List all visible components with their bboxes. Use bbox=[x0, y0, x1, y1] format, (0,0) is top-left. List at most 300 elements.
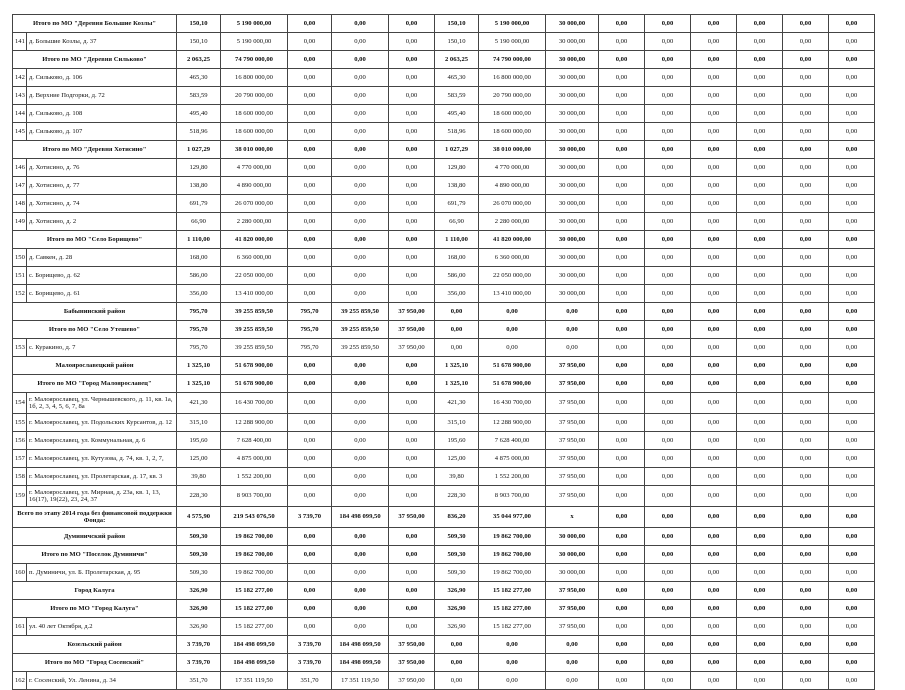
value-cell: 0,00 bbox=[691, 69, 737, 87]
value-cell: 18 600 000,00 bbox=[479, 123, 546, 141]
row-number-cell: 144 bbox=[13, 105, 27, 123]
table-row bbox=[13, 33, 875, 51]
value-cell: 0,00 bbox=[691, 564, 737, 582]
value-cell: 0,00 bbox=[288, 249, 332, 267]
value-cell: 1 325,10 bbox=[435, 375, 479, 393]
value-cell: 0,00 bbox=[389, 414, 435, 432]
value-cell: 0,00 bbox=[737, 564, 783, 582]
value-cell: 0,00 bbox=[829, 267, 875, 285]
value-cell: 15 182 277,00 bbox=[479, 600, 546, 618]
value-cell: 509,30 bbox=[177, 546, 221, 564]
value-cell: 150,10 bbox=[435, 33, 479, 51]
value-cell: 0,00 bbox=[332, 393, 389, 414]
value-cell: 0,00 bbox=[389, 357, 435, 375]
value-cell: 16 800 000,00 bbox=[221, 69, 288, 87]
value-cell: 13 410 000,00 bbox=[479, 285, 546, 303]
value-cell: 351,70 bbox=[288, 672, 332, 690]
value-cell: 0,00 bbox=[389, 33, 435, 51]
value-cell: 0,00 bbox=[737, 195, 783, 213]
value-cell: 150,10 bbox=[435, 15, 479, 33]
value-cell: 37 950,00 bbox=[546, 375, 599, 393]
value-cell: 37 950,00 bbox=[546, 450, 599, 468]
value-cell: 0,00 bbox=[288, 393, 332, 414]
value-cell: 0,00 bbox=[691, 267, 737, 285]
value-cell: 4 890 000,00 bbox=[221, 177, 288, 195]
value-cell: 0,00 bbox=[783, 564, 829, 582]
value-cell: 37 950,00 bbox=[389, 339, 435, 357]
address-cell: д. Хотисино, д. 2 bbox=[27, 213, 177, 231]
value-cell: 0,00 bbox=[435, 339, 479, 357]
value-cell: 0,00 bbox=[691, 672, 737, 690]
value-cell: 0,00 bbox=[389, 393, 435, 414]
value-cell: 19 862 700,00 bbox=[479, 546, 546, 564]
value-cell: 0,00 bbox=[332, 357, 389, 375]
address-cell: г. Малоярославец, ул. Пролетарская, д. 17, кв. 3 bbox=[27, 468, 177, 486]
value-cell: 30 000,00 bbox=[546, 195, 599, 213]
value-cell: 0,00 bbox=[288, 51, 332, 69]
value-cell: 0,00 bbox=[332, 69, 389, 87]
value-cell: 0,00 bbox=[389, 87, 435, 105]
value-cell: 0,00 bbox=[332, 51, 389, 69]
value-cell: 168,00 bbox=[435, 249, 479, 267]
value-cell: 0,00 bbox=[645, 249, 691, 267]
row-number-cell: 159 bbox=[13, 486, 27, 507]
value-cell: 0,00 bbox=[332, 159, 389, 177]
value-cell: 0,00 bbox=[829, 582, 875, 600]
value-cell: 0,00 bbox=[737, 51, 783, 69]
value-cell: 0,00 bbox=[737, 321, 783, 339]
value-cell: 0,00 bbox=[288, 177, 332, 195]
value-cell: 0,00 bbox=[479, 339, 546, 357]
value-cell: 0,00 bbox=[829, 69, 875, 87]
value-cell: 0,00 bbox=[599, 159, 645, 177]
value-cell: 795,70 bbox=[177, 339, 221, 357]
value-cell: 0,00 bbox=[645, 414, 691, 432]
value-cell: 0,00 bbox=[829, 159, 875, 177]
value-cell: 0,00 bbox=[829, 618, 875, 636]
value-cell: 0,00 bbox=[332, 375, 389, 393]
value-cell: 0,00 bbox=[783, 105, 829, 123]
value-cell: 0,00 bbox=[783, 672, 829, 690]
value-cell: 3 739,70 bbox=[288, 507, 332, 528]
value-cell: 0,00 bbox=[645, 69, 691, 87]
value-cell: 0,00 bbox=[645, 285, 691, 303]
value-cell: 0,00 bbox=[829, 357, 875, 375]
value-cell: 37 950,00 bbox=[546, 357, 599, 375]
value-cell: 0,00 bbox=[599, 123, 645, 141]
value-cell: 0,00 bbox=[691, 105, 737, 123]
value-cell: 0,00 bbox=[783, 432, 829, 450]
subtotal-row bbox=[13, 51, 875, 69]
value-cell: 184 498 099,50 bbox=[332, 507, 389, 528]
value-cell: 326,90 bbox=[177, 600, 221, 618]
value-cell: 7 628 400,00 bbox=[479, 432, 546, 450]
value-cell: 0,00 bbox=[737, 15, 783, 33]
value-cell: 0,00 bbox=[691, 249, 737, 267]
value-cell: 0,00 bbox=[288, 141, 332, 159]
value-cell: 0,00 bbox=[435, 672, 479, 690]
subtotal-row bbox=[13, 654, 875, 672]
value-cell: 0,00 bbox=[645, 375, 691, 393]
value-cell: 2 280 000,00 bbox=[479, 213, 546, 231]
subtotal-row bbox=[13, 546, 875, 564]
value-cell: 356,00 bbox=[177, 285, 221, 303]
value-cell: 13 410 000,00 bbox=[221, 285, 288, 303]
value-cell: 30 000,00 bbox=[546, 159, 599, 177]
group-name-cell: Малоярославецкий район bbox=[13, 357, 177, 375]
value-cell: 16 430 700,00 bbox=[221, 393, 288, 414]
subtotal-row bbox=[13, 15, 875, 33]
value-cell: 0,00 bbox=[288, 486, 332, 507]
value-cell: 0,00 bbox=[389, 546, 435, 564]
table-row bbox=[13, 105, 875, 123]
value-cell: 41 820 000,00 bbox=[479, 231, 546, 249]
value-cell: 0,00 bbox=[783, 375, 829, 393]
value-cell: 586,00 bbox=[177, 267, 221, 285]
value-cell: 228,30 bbox=[435, 486, 479, 507]
value-cell: 0,00 bbox=[389, 600, 435, 618]
value-cell: 0,00 bbox=[288, 231, 332, 249]
value-cell: 0,00 bbox=[645, 159, 691, 177]
value-cell: 691,79 bbox=[435, 195, 479, 213]
value-cell: 37 950,00 bbox=[389, 654, 435, 672]
value-cell: 0,00 bbox=[645, 231, 691, 249]
value-cell: 0,00 bbox=[737, 414, 783, 432]
value-cell: 0,00 bbox=[288, 195, 332, 213]
row-number-cell: 152 bbox=[13, 285, 27, 303]
value-cell: 0,00 bbox=[599, 303, 645, 321]
address-cell: д. Сильково, д. 107 bbox=[27, 123, 177, 141]
value-cell: 39 255 859,50 bbox=[221, 321, 288, 339]
address-cell: г. Малоярославец, ул. Мирная, д. 23а, кв. 1, 13, 16(17), 19(22), 23, 24, 37 bbox=[27, 486, 177, 507]
value-cell: 5 190 000,00 bbox=[479, 15, 546, 33]
value-cell: 0,00 bbox=[599, 69, 645, 87]
value-cell: 0,00 bbox=[645, 51, 691, 69]
address-cell: д. Хотисино, д. 76 bbox=[27, 159, 177, 177]
value-cell: 51 678 900,00 bbox=[479, 375, 546, 393]
value-cell: 0,00 bbox=[389, 564, 435, 582]
table-row bbox=[13, 393, 875, 414]
value-cell: 0,00 bbox=[599, 231, 645, 249]
value-cell: 0,00 bbox=[829, 672, 875, 690]
value-cell: 0,00 bbox=[783, 618, 829, 636]
value-cell: 0,00 bbox=[645, 393, 691, 414]
value-cell: 0,00 bbox=[691, 432, 737, 450]
group-name-cell: Всего по этапу 2014 года без финансовой поддержки Фонда: bbox=[13, 507, 177, 528]
value-cell: 0,00 bbox=[691, 339, 737, 357]
value-cell: 0,00 bbox=[288, 375, 332, 393]
value-cell: 0,00 bbox=[645, 339, 691, 357]
value-cell: 3 739,70 bbox=[177, 654, 221, 672]
value-cell: 0,00 bbox=[783, 414, 829, 432]
address-cell: д. Савкен, д. 28 bbox=[27, 249, 177, 267]
value-cell: 0,00 bbox=[645, 507, 691, 528]
value-cell: 0,00 bbox=[829, 636, 875, 654]
value-cell: 0,00 bbox=[288, 432, 332, 450]
value-cell: 0,00 bbox=[546, 321, 599, 339]
value-cell: 0,00 bbox=[691, 15, 737, 33]
value-cell: 0,00 bbox=[599, 339, 645, 357]
value-cell: 0,00 bbox=[599, 267, 645, 285]
value-cell: 4 890 000,00 bbox=[479, 177, 546, 195]
value-cell: 0,00 bbox=[435, 636, 479, 654]
value-cell: x bbox=[546, 507, 599, 528]
value-cell: 0,00 bbox=[389, 105, 435, 123]
row-number-cell: 160 bbox=[13, 564, 27, 582]
value-cell: 0,00 bbox=[737, 105, 783, 123]
value-cell: 0,00 bbox=[599, 375, 645, 393]
value-cell: 0,00 bbox=[691, 486, 737, 507]
value-cell: 0,00 bbox=[737, 141, 783, 159]
table-row bbox=[13, 486, 875, 507]
value-cell: 495,40 bbox=[435, 105, 479, 123]
value-cell: 0,00 bbox=[783, 546, 829, 564]
value-cell: 30 000,00 bbox=[546, 33, 599, 51]
value-cell: 509,30 bbox=[177, 528, 221, 546]
table-row bbox=[13, 267, 875, 285]
value-cell: 26 070 000,00 bbox=[479, 195, 546, 213]
value-cell: 1 110,00 bbox=[177, 231, 221, 249]
value-cell: 0,00 bbox=[783, 33, 829, 51]
value-cell: 0,00 bbox=[389, 15, 435, 33]
value-cell: 0,00 bbox=[288, 69, 332, 87]
value-cell: 0,00 bbox=[599, 51, 645, 69]
value-cell: 0,00 bbox=[783, 231, 829, 249]
row-number-cell: 155 bbox=[13, 414, 27, 432]
value-cell: 125,00 bbox=[177, 450, 221, 468]
value-cell: 0,00 bbox=[288, 123, 332, 141]
value-cell: 315,10 bbox=[177, 414, 221, 432]
value-cell: 0,00 bbox=[783, 357, 829, 375]
value-cell: 138,80 bbox=[435, 177, 479, 195]
value-cell: 0,00 bbox=[783, 393, 829, 414]
value-cell: 38 010 000,00 bbox=[221, 141, 288, 159]
address-cell: д. Хотисино, д. 77 bbox=[27, 177, 177, 195]
value-cell: 51 678 900,00 bbox=[221, 357, 288, 375]
value-cell: 0,00 bbox=[783, 339, 829, 357]
value-cell: 0,00 bbox=[389, 159, 435, 177]
value-cell: 37 950,00 bbox=[546, 486, 599, 507]
value-cell: 0,00 bbox=[645, 546, 691, 564]
value-cell: 0,00 bbox=[599, 507, 645, 528]
value-cell: 0,00 bbox=[389, 51, 435, 69]
value-cell: 0,00 bbox=[783, 267, 829, 285]
address-cell: г. Малоярославец, ул. Кутузова, д. 74, кв. 1, 2, 7, bbox=[27, 450, 177, 468]
value-cell: 0,00 bbox=[599, 195, 645, 213]
value-cell: 39 255 859,50 bbox=[221, 339, 288, 357]
value-cell: 356,00 bbox=[435, 285, 479, 303]
value-cell: 37 950,00 bbox=[546, 600, 599, 618]
value-cell: 0,00 bbox=[288, 600, 332, 618]
value-cell: 19 862 700,00 bbox=[221, 564, 288, 582]
value-cell: 1 027,29 bbox=[435, 141, 479, 159]
address-cell: с. Борищево, д. 61 bbox=[27, 285, 177, 303]
value-cell: 0,00 bbox=[546, 654, 599, 672]
value-cell: 19 862 700,00 bbox=[479, 564, 546, 582]
table-row bbox=[13, 564, 875, 582]
value-cell: 0,00 bbox=[691, 528, 737, 546]
value-cell: 0,00 bbox=[783, 159, 829, 177]
row-number-cell: 141 bbox=[13, 33, 27, 51]
value-cell: 795,70 bbox=[288, 303, 332, 321]
value-cell: 37 950,00 bbox=[389, 507, 435, 528]
value-cell: 2 063,25 bbox=[435, 51, 479, 69]
value-cell: 4 875 000,00 bbox=[479, 450, 546, 468]
value-cell: 0,00 bbox=[435, 654, 479, 672]
value-cell: 0,00 bbox=[599, 213, 645, 231]
value-cell: 0,00 bbox=[645, 105, 691, 123]
address-cell: ул. 40 лет Октября, д.2 bbox=[27, 618, 177, 636]
value-cell: 0,00 bbox=[288, 450, 332, 468]
value-cell: 30 000,00 bbox=[546, 267, 599, 285]
value-cell: 0,00 bbox=[691, 582, 737, 600]
value-cell: 195,60 bbox=[435, 432, 479, 450]
value-cell: 0,00 bbox=[783, 600, 829, 618]
value-cell: 518,96 bbox=[435, 123, 479, 141]
value-cell: 150,10 bbox=[177, 15, 221, 33]
value-cell: 16 800 000,00 bbox=[479, 69, 546, 87]
value-cell: 0,00 bbox=[783, 87, 829, 105]
value-cell: 129,80 bbox=[177, 159, 221, 177]
value-cell: 586,00 bbox=[435, 267, 479, 285]
value-cell: 0,00 bbox=[645, 303, 691, 321]
value-cell: 37 950,00 bbox=[546, 468, 599, 486]
value-cell: 39,80 bbox=[177, 468, 221, 486]
value-cell: 15 182 277,00 bbox=[479, 582, 546, 600]
value-cell: 37 950,00 bbox=[389, 672, 435, 690]
value-cell: 0,00 bbox=[737, 339, 783, 357]
value-cell: 30 000,00 bbox=[546, 564, 599, 582]
group-name-cell: Козельский район bbox=[13, 636, 177, 654]
value-cell: 0,00 bbox=[691, 357, 737, 375]
value-cell: 0,00 bbox=[783, 507, 829, 528]
table-row bbox=[13, 285, 875, 303]
value-cell: 0,00 bbox=[829, 600, 875, 618]
value-cell: 0,00 bbox=[783, 486, 829, 507]
value-cell: 8 903 700,00 bbox=[221, 486, 288, 507]
value-cell: 0,00 bbox=[829, 249, 875, 267]
value-cell: 3 739,70 bbox=[288, 636, 332, 654]
value-cell: 0,00 bbox=[645, 33, 691, 51]
value-cell: 1 027,29 bbox=[177, 141, 221, 159]
group-name-cell: Бабынинский район bbox=[13, 303, 177, 321]
value-cell: 0,00 bbox=[737, 231, 783, 249]
value-cell: 0,00 bbox=[737, 357, 783, 375]
value-cell: 0,00 bbox=[332, 87, 389, 105]
value-cell: 0,00 bbox=[645, 15, 691, 33]
value-cell: 0,00 bbox=[288, 357, 332, 375]
address-cell: с. Борищево, д. 62 bbox=[27, 267, 177, 285]
group-name-cell: Итого по МО "Деревня Большие Козлы" bbox=[13, 15, 177, 33]
group-name-cell: Итого по МО "Село Утешево" bbox=[13, 321, 177, 339]
value-cell: 0,00 bbox=[829, 654, 875, 672]
value-cell: 184 498 099,50 bbox=[332, 654, 389, 672]
value-cell: 0,00 bbox=[599, 105, 645, 123]
value-cell: 37 950,00 bbox=[546, 393, 599, 414]
value-cell: 0,00 bbox=[783, 636, 829, 654]
value-cell: 20 790 000,00 bbox=[221, 87, 288, 105]
value-cell: 0,00 bbox=[829, 393, 875, 414]
value-cell: 0,00 bbox=[645, 618, 691, 636]
subtotal-row bbox=[13, 321, 875, 339]
value-cell: 0,00 bbox=[737, 600, 783, 618]
value-cell: 0,00 bbox=[332, 528, 389, 546]
value-cell: 38 010 000,00 bbox=[479, 141, 546, 159]
subtotal-row bbox=[13, 507, 875, 528]
value-cell: 0,00 bbox=[332, 141, 389, 159]
value-cell: 0,00 bbox=[645, 564, 691, 582]
value-cell: 0,00 bbox=[599, 414, 645, 432]
value-cell: 30 000,00 bbox=[546, 123, 599, 141]
value-cell: 12 288 900,00 bbox=[479, 414, 546, 432]
value-cell: 0,00 bbox=[783, 321, 829, 339]
value-cell: 0,00 bbox=[737, 654, 783, 672]
value-cell: 0,00 bbox=[829, 177, 875, 195]
value-cell: 4 575,90 bbox=[177, 507, 221, 528]
row-number-cell: 156 bbox=[13, 432, 27, 450]
value-cell: 1 325,10 bbox=[177, 375, 221, 393]
value-cell: 0,00 bbox=[389, 69, 435, 87]
value-cell: 8 903 700,00 bbox=[479, 486, 546, 507]
row-number-cell: 153 bbox=[13, 339, 27, 357]
value-cell: 66,90 bbox=[435, 213, 479, 231]
value-cell: 0,00 bbox=[691, 618, 737, 636]
table-row bbox=[13, 618, 875, 636]
value-cell: 0,00 bbox=[288, 267, 332, 285]
value-cell: 0,00 bbox=[288, 414, 332, 432]
value-cell: 0,00 bbox=[829, 507, 875, 528]
value-cell: 15 182 277,00 bbox=[221, 600, 288, 618]
value-cell: 0,00 bbox=[479, 636, 546, 654]
value-cell: 0,00 bbox=[389, 528, 435, 546]
value-cell: 0,00 bbox=[288, 15, 332, 33]
value-cell: 129,80 bbox=[435, 159, 479, 177]
value-cell: 0,00 bbox=[332, 618, 389, 636]
value-cell: 0,00 bbox=[332, 564, 389, 582]
value-cell: 0,00 bbox=[288, 468, 332, 486]
value-cell: 30 000,00 bbox=[546, 15, 599, 33]
value-cell: 0,00 bbox=[645, 486, 691, 507]
value-cell: 495,40 bbox=[177, 105, 221, 123]
group-name-cell: Итого по МО "Деревня Сильково" bbox=[13, 51, 177, 69]
row-number-cell: 151 bbox=[13, 267, 27, 285]
value-cell: 0,00 bbox=[546, 636, 599, 654]
value-cell: 0,00 bbox=[389, 486, 435, 507]
value-cell: 0,00 bbox=[599, 321, 645, 339]
value-cell: 0,00 bbox=[332, 432, 389, 450]
value-cell: 39 255 859,50 bbox=[221, 303, 288, 321]
value-cell: 0,00 bbox=[691, 654, 737, 672]
value-cell: 0,00 bbox=[599, 15, 645, 33]
value-cell: 0,00 bbox=[691, 159, 737, 177]
value-cell: 0,00 bbox=[829, 528, 875, 546]
value-cell: 30 000,00 bbox=[546, 105, 599, 123]
value-cell: 5 190 000,00 bbox=[479, 33, 546, 51]
value-cell: 0,00 bbox=[288, 546, 332, 564]
value-cell: 15 182 277,00 bbox=[221, 618, 288, 636]
value-cell: 0,00 bbox=[599, 672, 645, 690]
value-cell: 41 820 000,00 bbox=[221, 231, 288, 249]
row-number-cell: 146 bbox=[13, 159, 27, 177]
value-cell: 0,00 bbox=[783, 177, 829, 195]
row-number-cell: 158 bbox=[13, 468, 27, 486]
value-cell: 0,00 bbox=[737, 267, 783, 285]
value-cell: 0,00 bbox=[332, 105, 389, 123]
value-cell: 19 862 700,00 bbox=[221, 546, 288, 564]
address-cell: д. Большие Козлы, д. 37 bbox=[27, 33, 177, 51]
value-cell: 0,00 bbox=[737, 672, 783, 690]
value-cell: 0,00 bbox=[691, 141, 737, 159]
